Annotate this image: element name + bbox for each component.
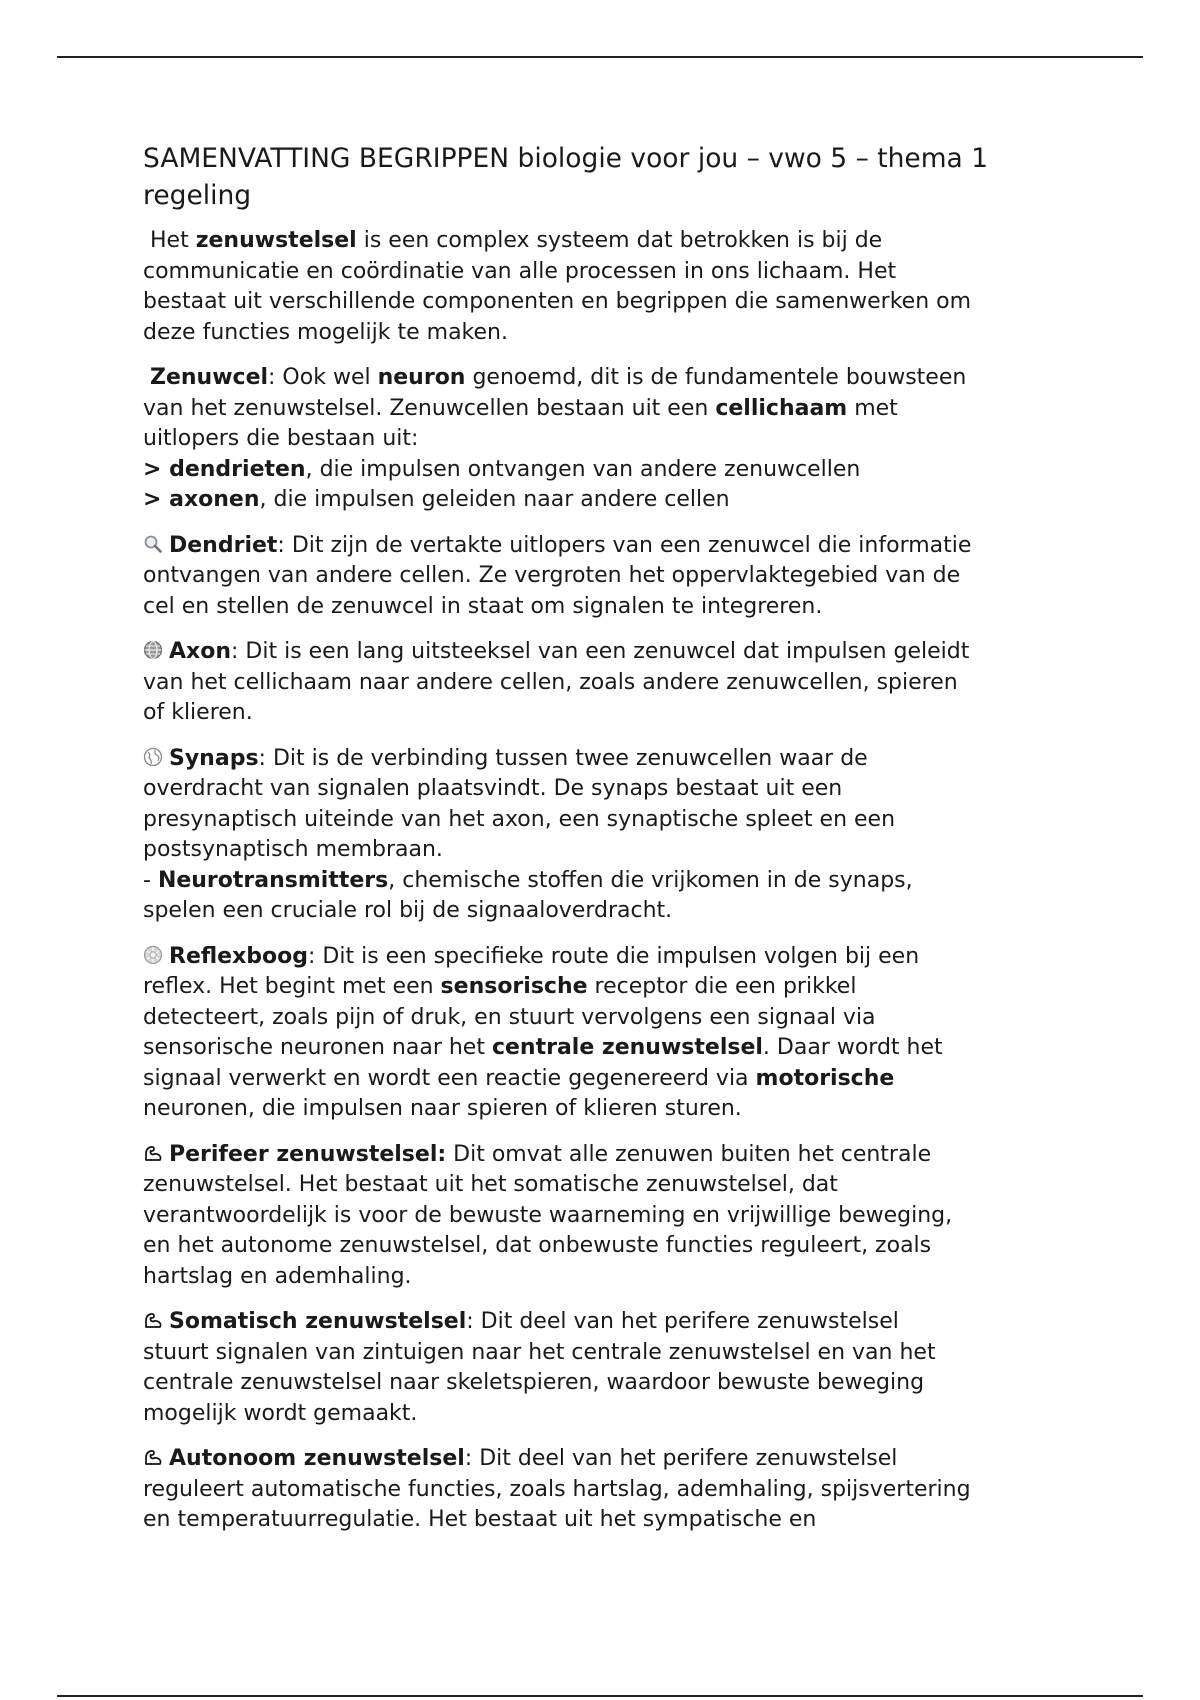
top-rule [57,56,1143,58]
term-perifeer-zenuwstelsel: Perifeer zenuwstelsel: [169,1141,447,1167]
paragraph-text: reflex. Het begint met een [143,974,441,999]
paragraph-text: signaal verwerkt en wordt een reactie gegenereerd via [143,1065,756,1091]
term-axon: Axon [169,639,231,664]
intro-text: Het [150,228,196,253]
paragraph-line: cel en stellen de zenuwcel in staat om signalen te integreren. [143,593,823,619]
paragraph-text: receptor die een prikkel [587,974,857,999]
paragraph-line: hartslag en ademhaling. [143,1263,412,1289]
term-cellichaam: cellichaam [715,395,848,421]
flexed-arm-icon [143,1447,163,1467]
term-neurotransmitters: Neurotransmitters [157,867,389,893]
bottom-rule [57,1695,1143,1697]
paragraph-text: van het zenuwstelsel. Zenuwcellen bestaan uit een [143,395,716,421]
circle-pattern-icon [143,945,163,965]
term-dendriet: Dendriet [169,532,278,558]
term-somatisch-zenuwstelsel: Somatisch zenuwstelsel [169,1309,467,1334]
term-autonoom-zenuwstelsel: Autonoom zenuwstelsel [169,1446,465,1471]
flexed-arm-icon [143,1143,163,1163]
title-line-1: SAMENVATTING BEGRIPPEN biologie voor jou – vwo 5 – thema 1 [143,143,989,174]
term-axonen: axonen [169,487,260,512]
intro-line: communicatie en coördinatie van alle processen in ons lichaam. Het [143,258,897,284]
paragraph-line: en het autonome zenuwstelsel, dat onbewuste functies reguleert, zoals [143,1233,932,1258]
paragraph-line: mogelijk wordt gemaakt. [143,1400,418,1426]
dash-marker: - [143,867,158,893]
term-dendrieten: dendrieten [169,456,306,482]
globe-icon [143,640,163,660]
bullet-marker: > [143,487,170,512]
term-zenuwstelsel: zenuwstelsel [195,228,357,253]
term-reflexboog: Reflexboog [169,943,309,969]
perifeer-paragraph [143,1140,1073,1293]
autonoom-paragraph [143,1444,1073,1536]
reflexboog-paragraph [143,942,1073,1125]
somatisch-paragraph [143,1307,1073,1429]
term-motorische: motorische [755,1065,895,1091]
magnifier-icon [143,534,163,554]
paragraph-text: , die impulsen geleiden naar andere cellen [259,487,730,512]
paragraph-text: genoemd, dit is de fundamentele bouwsteen [465,365,967,390]
paragraph-line: centrale zenuwstelsel naar skeletspieren, waardoor bewuste beweging [143,1370,925,1395]
paragraph-line: uitlopers die bestaan uit: [143,426,419,451]
paragraph-line: reguleert automatische functies, zoals hartslag, ademhaling, spijsvertering [143,1476,971,1502]
paragraph-line: spelen een cruciale rol bij de signaaloverdracht. [143,898,673,923]
paragraph-line: van het cellichaam naar andere cellen, zoals andere zenuwcellen, spieren [143,669,958,695]
paragraph-line: ontvangen van andere cellen. Ze vergroten het oppervlaktegebied van de [143,563,961,588]
dendriet-paragraph [143,531,1073,623]
intro-line: deze functies mogelijk te maken. [143,319,508,345]
paragraph-line: presynaptisch uiteinde van het axon, een synaptische spleet en een [143,806,896,832]
term-sensorische: sensorische [440,974,588,999]
term-neuron: neuron [377,365,466,390]
paragraph-text: sensorische neuronen naar het [143,1035,492,1060]
paragraph-text: : Dit deel van het perifere zenuwstelsel [464,1446,898,1471]
paragraph-line: postsynaptisch membraan. [143,837,443,862]
bullet-marker: > [143,456,170,482]
paragraph-text: Dit omvat alle zenuwen buiten het centrale [446,1141,932,1167]
paragraph-line: en temperatuurregulatie. Het bestaat uit het sympatische en [143,1507,817,1532]
intro-line: bestaat uit verschillende componenten en begrippen die samenwerken om [143,289,972,314]
intro-text: is een complex systeem dat betrokken is bij de [356,228,883,253]
paragraph-line: of klieren. [143,700,253,725]
paragraph-line: neuronen, die impulsen naar spieren of klieren sturen. [143,1096,742,1121]
paragraph-text: : Dit deel van het perifere zenuwstelsel [466,1309,899,1334]
flexed-arm-icon [143,1310,163,1330]
paragraph-line: stuurt signalen van zintuigen naar het centrale zenuwstelsel en van het [143,1339,936,1365]
paragraph-text: : Ook wel [268,365,378,390]
term-zenuwcel: Zenuwcel [150,365,269,390]
paragraph-line: verantwoordelijk is voor de bewuste waarneming en vrijwillige beweging, [143,1202,953,1228]
document-title [143,140,1073,214]
term-synaps: Synaps [169,745,259,771]
globe-outline-icon [143,747,163,767]
intro-paragraph [143,226,1073,348]
paragraph-text: . Daar wordt het [762,1035,943,1060]
paragraph-text: : Dit is een specifieke route die impulsen volgen bij een [308,943,920,969]
paragraph-text: : Dit zijn de vertakte uitlopers van een zenuwcel die informatie [277,532,972,558]
term-centrale-zenuwstelsel: centrale zenuwstelsel [491,1035,763,1060]
paragraph-line: overdracht van signalen plaatsvindt. De synaps bestaat uit een [143,776,843,801]
axon-paragraph [143,637,1073,729]
zenuwcel-paragraph [143,363,1073,516]
paragraph-text: : Dit is een lang uitsteeksel van een zenuwcel dat impulsen geleidt [231,639,970,664]
paragraph-text: met [847,395,898,421]
document-body [143,140,1073,1551]
title-line-2: regeling [143,180,252,211]
paragraph-text: , die impulsen ontvangen van andere zenuwcellen [305,456,861,482]
paragraph-line: detecteert, zoals pijn of druk, en stuurt vervolgens een signaal via [143,1004,876,1030]
paragraph-line: zenuwstelsel. Het bestaat uit het somatische zenuwstelsel, dat [143,1172,838,1197]
paragraph-text: : Dit is de verbinding tussen twee zenuwcellen waar de [258,745,868,771]
synaps-paragraph [143,744,1073,927]
paragraph-text: , chemische stoffen die vrijkomen in de synaps, [388,867,913,893]
